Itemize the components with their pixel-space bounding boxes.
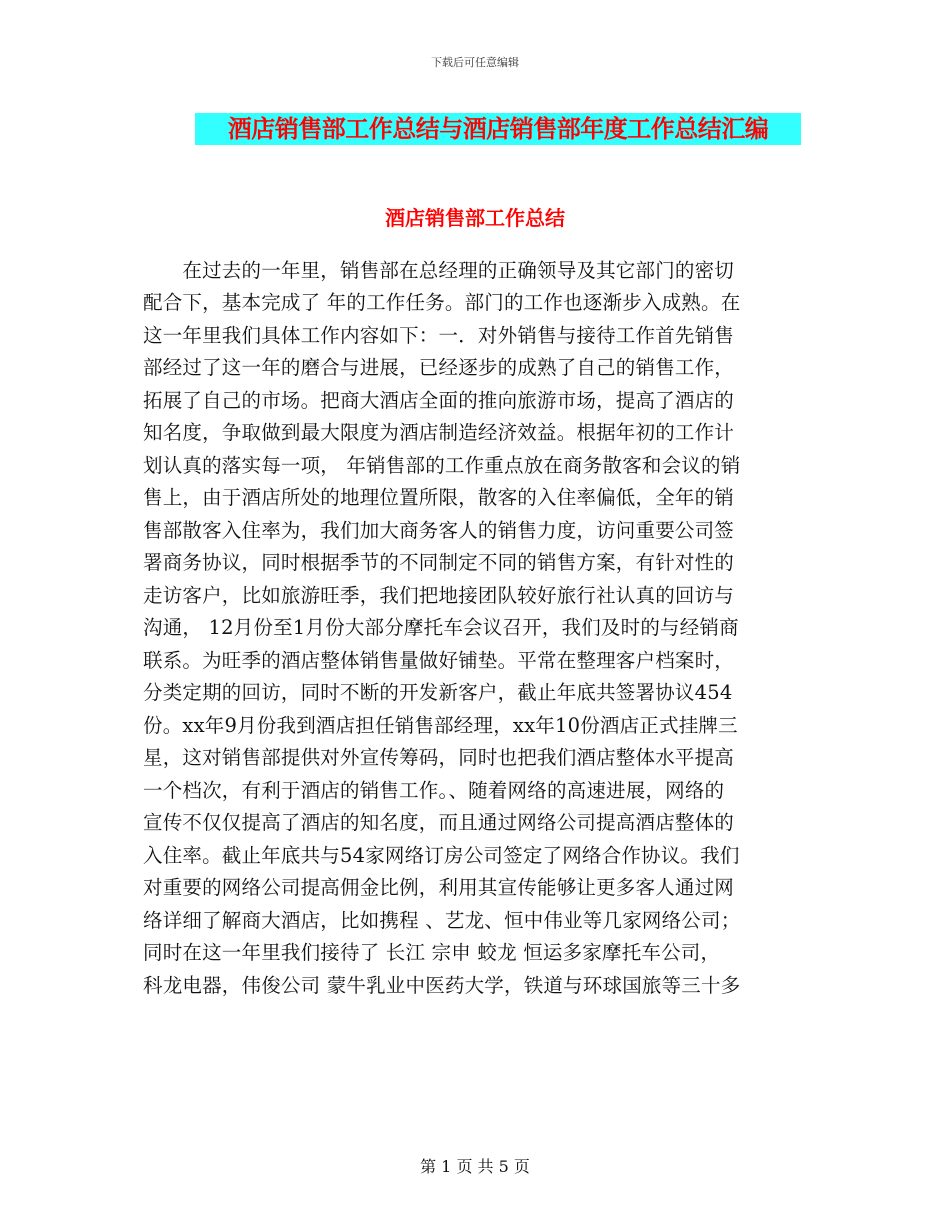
document-title-highlight — [195, 113, 801, 145]
page-footer: 第 1 页 共 5 页 — [420, 1157, 530, 1176]
body-line: 这一年里我们具体工作内容如下：一．对外销售与接待工作首先销售 — [143, 323, 735, 347]
body-line: 星，这对销售部提供对外宣传筹码，同时也把我们酒店整体水平提高 — [143, 746, 735, 769]
body-line: 份。xx年9月份我到酒店担任销售部经理，xx年10份酒店正式挂牌三 — [143, 713, 738, 737]
body-line: 同时在这一年里我们接待了 长江 宗申 蛟龙 恒运多家摩托车公司， — [143, 941, 721, 964]
body-line: 分类定期的回访，同时不断的开发新客户，截止年底共签署协议454 — [143, 681, 733, 704]
body-line: 署商务协议，同时根据季节的不同制定不同的销售方案，有针对性的 — [143, 551, 735, 574]
body-line: 知名度，争取做到最大限度为酒店制造经济效益。根据年初的工作计 — [143, 421, 735, 444]
header-note: 下载后可任意编辑 — [431, 56, 519, 69]
body-line: 走访客户，比如旅游旺季，我们把地接团队较好旅行社认真的回访与 — [143, 583, 735, 607]
body-line: 科龙电器，伟俊公司 蒙牛乳业中医药大学，铁道与环球国旅等三十多 — [143, 973, 741, 997]
body-line: 对重要的网络公司提高佣金比例，利用其宣传能够让更多客人通过网 — [143, 876, 735, 899]
document-title: 酒店销售部工作总结与酒店销售部年度工作总结汇编 — [227, 114, 769, 143]
body-line: 划认真的落实每一项， 年销售部的工作重点放在商务散客和会议的销 — [143, 453, 741, 477]
body-line: 沟通， 12月份至1月份大部分摩托车会议召开，我们及时的与经销商 — [143, 616, 739, 639]
body-line: 入住率。截止年底共与54家网络订房公司签定了网络合作协议。我们 — [143, 843, 740, 867]
body-line: 部经过了这一年的磨合与进展，已经逐步的成熟了自己的销售工作， — [143, 356, 735, 379]
body-line: 宣传不仅仅提高了酒店的知名度，而且通过网络公司提高酒店整体的 — [143, 811, 735, 834]
body-line: 拓展了自己的市场。把商大酒店全面的推向旅游市场，提高了酒店的 — [143, 388, 735, 412]
body-text — [143, 222, 813, 1002]
body-line: 一个档次，有利于酒店的销售工作。、随着网络的高速进展，网络的 — [143, 778, 725, 802]
body-line: 络详细了解商大酒店，比如携程 、艺龙、恒中伟业等几家网络公司； — [143, 908, 741, 932]
body-line: 售上，由于酒店所处的地理位置所限，散客的入住率偏低，全年的销 — [143, 486, 735, 509]
section-title: 酒店销售部工作总结 — [385, 206, 565, 230]
body-line: 联系。为旺季的酒店整体销售量做好铺垫。平常在整理客户档案时， — [143, 648, 735, 672]
body-line: 在过去的一年里，销售部在总经理的正确领导及其它部门的密切 — [143, 258, 735, 282]
body-line — [143, 222, 813, 255]
body-line: 配合下，基本完成了 年的工作任务。部门的工作也逐渐步入成熟。在 — [143, 291, 741, 314]
body-line: 售部散客入住率为，我们加大商务客人的销售力度，访问重要公司签 — [143, 518, 735, 542]
